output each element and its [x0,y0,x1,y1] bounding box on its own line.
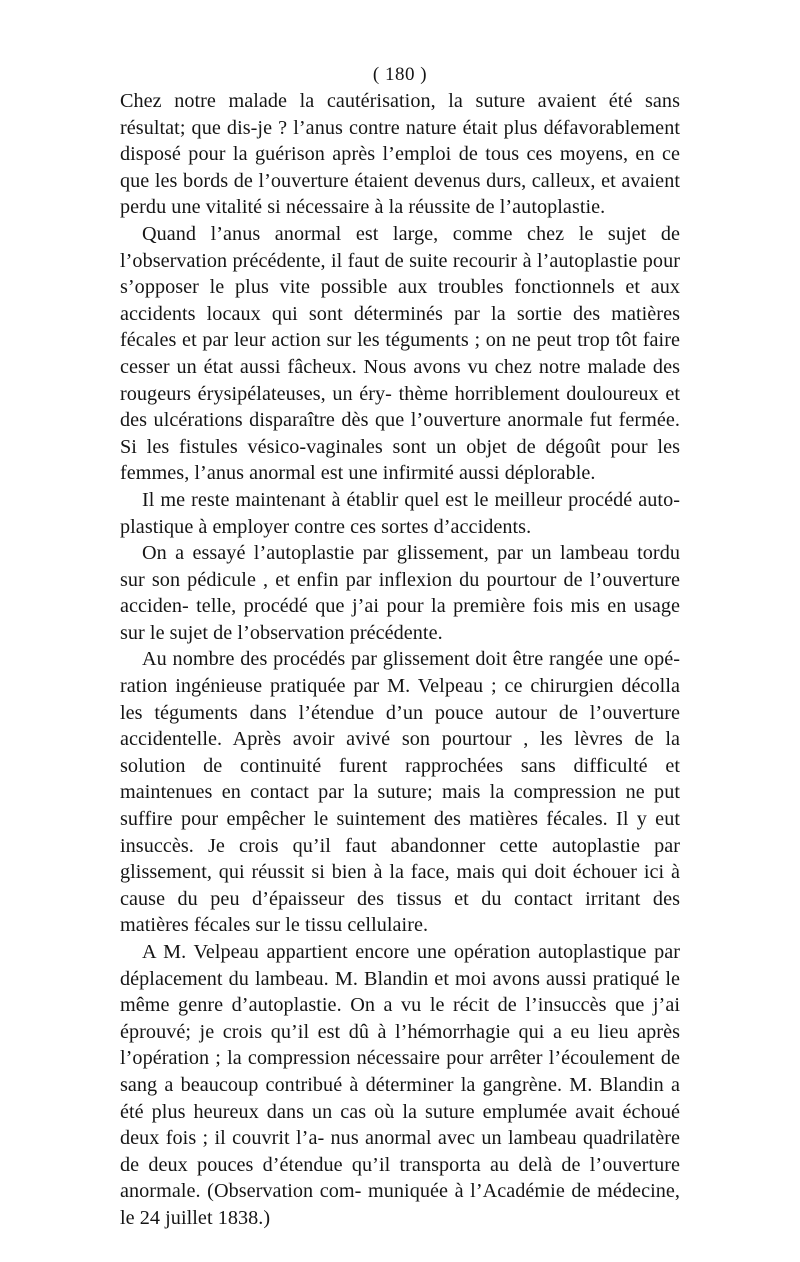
paragraph-operation-velpeau: Au nombre des procédés par glissement doit être rangée une opé- ration ingénieuse pratiquée par M. Velpeau ; ce chirurgien décolla les téguments dans l’étendue d’un pouce autour de l’ouverture accidentelle. Après avoir avivé son pourtour , les lèvres de la solution de continuité furent rapprochées sans difficulté et maintenues en contact par la suture; mais la compression ne put suffire pour empêcher le suintement des matières fécales. Il y eut insuccès. Je crois qu’il faut abandonner cette autoplastie par glissement, qui réussit si bien à la face, mais qui doit échouer ici à cause du peu d’épaisseur des tissus et du contact irritant des matières fécales sur le tissu cellulaire. [120,648,680,937]
paragraph-deplacement-lambeau: A M. Velpeau appartient encore une opération autoplastique par déplacement du lambeau. M. Blandin et moi avons aussi pratiqué le même genre d’autoplastie. On a vu le récit de l’insuccès que j’ai éprouvé; je crois qu’il est dû à l’hémorrhagie qui a eu lieu après l’opération ; la compression nécessaire pour arrêter l’écoulement de sang a beaucoup contribué à déterminer la gangrène. M. Blandin a été plus heureux dans un cas où la suture emplumée avait échoué deux fois ; il couvrit l’a- nus anormal avec un lambeau quadrilatère de deux pouces d’étendue qu’il transporta au delà de l’ouverture anormale. (Observation com- muniquée à l’Académie de médecine, le 24 juillet 1838.) [120,941,680,1229]
paragraph-anus-anormal-large: Quand l’anus anormal est large, comme chez le sujet de l’observation précédente, il faut de suite recourir à l’autoplastie pour s’opposer le plus vite possible aux troubles fonctionnels et aux accidents locaux qui sont déterminés par la sortie des matières fécales et par leur action sur les téguments ; on ne peut trop tôt faire cesser un état aussi fâcheux. Nous avons vu chez notre malade des rougeurs érysipélateuses, un éry- thème horriblement douloureux et des ulcérations disparaître dès que l’ouverture anormale fut fermée. Si les fistules vésico-vaginales sont un objet de dégoût pour les femmes, l’anus anormal est une infirmité aussi déplorable. [120,222,680,485]
paragraph-meilleur-procede: Il me reste maintenant à établir quel est le meilleur procédé auto- plastique à employer contre ces sortes d’accidents. [120,488,680,538]
page-number: ( 180 ) [372,64,428,85]
paragraph-autoplastie-glissement: On a essayé l’autoplastie par glissement, par un lambeau tordu sur son pédicule , et enfin par inflexion du pourtour de l’ouverture acciden- telle, procédé que j’ai pour la première fois mis en usage sur le sujet de l’observation précédente. [120,542,680,644]
book-page [120,62,680,1232]
paragraph-cauterisation: Chez notre malade la cautérisation, la suture avaient été sans résultat; que dis-je ? l’anus contre nature était plus défavorablement disposé pour la guérison après l’emploi de tous ces moyens, en ce que les bords de l’ouverture étaient devenus durs, calleux, et avaient perdu une vitalité si nécessaire à la réussite de l’autoplastie. [120,90,680,219]
